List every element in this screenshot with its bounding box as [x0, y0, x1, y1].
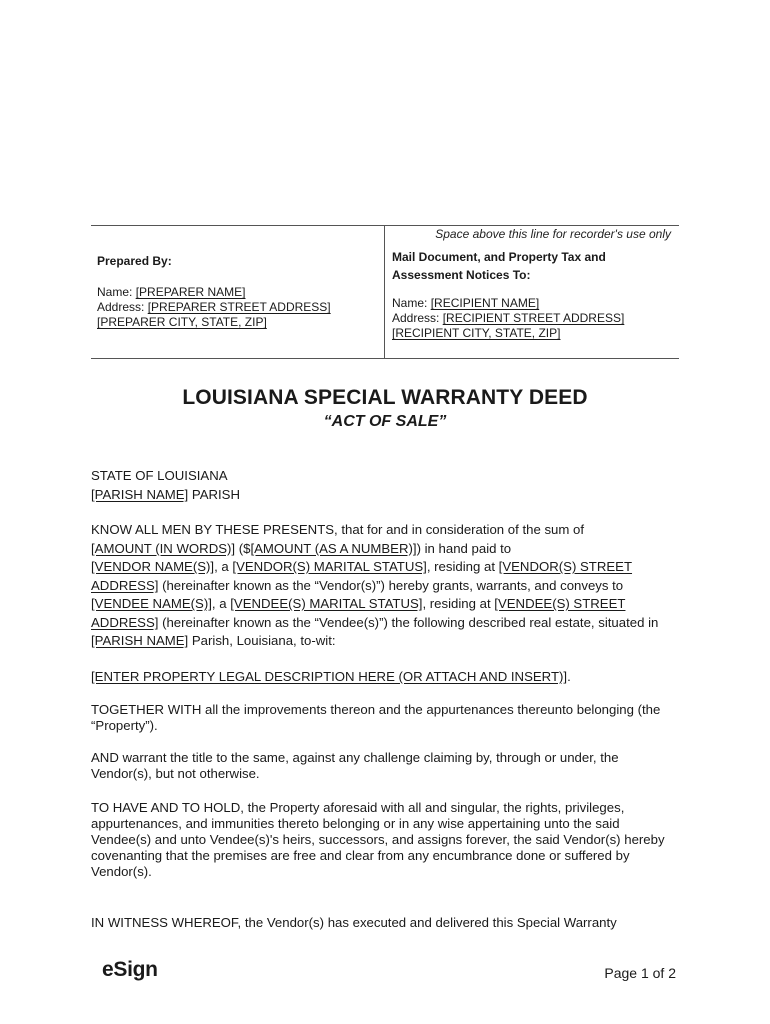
recipient-name-line: Name: [RECIPIENT NAME]	[392, 296, 540, 310]
amount-number-field[interactable]: [AMOUNT (AS A NUMBER)]	[250, 540, 417, 556]
prepared-by-label: Prepared By:	[97, 254, 172, 268]
recorder-header-table	[91, 225, 679, 359]
recipient-address-field[interactable]: [RECIPIENT STREET ADDRESS]	[442, 311, 625, 325]
vendor-marital-status-field[interactable]: [VENDOR(S) MARITAL STATUS]	[232, 559, 427, 574]
state-parish-block	[91, 467, 681, 504]
vendee-address-field[interactable]: [VENDEE(S) STREET ADDRESS]	[91, 596, 626, 630]
preparer-city-field[interactable]: [PREPARER CITY, STATE, ZIP]	[97, 315, 267, 329]
recipient-name-field[interactable]: [RECIPIENT NAME]	[430, 296, 540, 310]
prepared-by-block	[97, 254, 331, 330]
document-title: LOUISIANA SPECIAL WARRANTY DEED	[182, 386, 588, 409]
vendor-address-field[interactable]: [VENDOR(S) STREET ADDRESS]	[91, 559, 633, 593]
preparer-address-line: Address: [PREPARER STREET ADDRESS]	[97, 300, 331, 314]
habendum-paragraph: TO HAVE AND TO HOLD, the Property aforesaid with all and singular, the rights, privileges, appurtenances, and immunities thereto belonging or in any wise appertaining unto the said Vendee(s) and unto Vendee(s)'s heirs, successors, and assigns forever, the said Vendor(s) hereby covenanting that the premises are free and clear from any encumbrance done or suffered by Vendor(s).	[91, 800, 665, 879]
esign-logo: eSign	[102, 958, 158, 981]
page-number: Page 1 of 2	[604, 965, 676, 981]
legal-description-block: [ENTER PROPERTY LEGAL DESCRIPTION HERE (OR ATTACH AND INSERT)].	[91, 669, 571, 684]
mail-to-label: Mail Document, and Property Tax and Assessment Notices To:	[392, 250, 606, 282]
recipient-city-line	[392, 326, 672, 341]
preparer-name-field[interactable]: [PREPARER NAME]	[135, 285, 246, 299]
state-line: STATE OF LOUISIANA	[91, 468, 228, 483]
recipient-city-field[interactable]: [RECIPIENT CITY, STATE, ZIP]	[392, 326, 561, 340]
amount-words-field[interactable]: [AMOUNT (IN WORDS)]	[91, 540, 236, 556]
conveyance-paragraph: KNOW ALL MEN BY THESE PRESENTS, that for and in consideration of the sum of [AMOUNT (IN WORDS)] ($[AMOUNT (AS A NUMBER)]) in hand paid to [VENDOR NAME(S)], a [VENDOR(S) MARITAL STATUS], residing at [VENDOR(S) STREET ADDRESS] (hereinafter known as the “Vendor(s)”) hereby grants, warrants, and conveys to [VENDEE NAME(S)], a [VENDEE(S) MARITAL STATUS], residing at [VENDEE(S) STREET ADDRESS] (hereinafter known as the “Vendee(s)”) the following described real estate, situated in [PARISH NAME] Parish, Louisiana, to-wit:	[91, 522, 659, 648]
vendee-marital-status-field[interactable]: [VENDEE(S) MARITAL STATUS]	[230, 596, 423, 611]
recipient-address-line: Address: [RECIPIENT STREET ADDRESS]	[392, 311, 625, 325]
recorder-note: Space above this line for recorder's use only	[435, 227, 671, 241]
preparer-city-line	[97, 315, 331, 330]
witness-paragraph: IN WITNESS WHEREOF, the Vendor(s) has executed and delivered this Special Warranty	[91, 915, 617, 930]
column-divider	[384, 226, 385, 358]
warrant-paragraph: AND warrant the title to the same, against any challenge claiming by, through or under, the Vendor(s), but not otherwise.	[91, 750, 619, 781]
vendee-name-field[interactable]: [VENDEE NAME(S)]	[91, 596, 212, 611]
legal-description-field[interactable]: [ENTER PROPERTY LEGAL DESCRIPTION HERE (OR ATTACH AND INSERT)]	[91, 669, 568, 684]
preparer-address-field[interactable]: [PREPARER STREET ADDRESS]	[147, 300, 331, 314]
together-paragraph: TOGETHER WITH all the improvements thereon and the appurtenances thereunto belonging (the “Property”).	[91, 702, 661, 733]
parish-line: [PARISH NAME] PARISH	[91, 486, 241, 502]
vendor-name-field[interactable]: [VENDOR NAME(S)]	[91, 559, 215, 574]
parish-name-field[interactable]: [PARISH NAME]	[91, 486, 189, 502]
mail-to-block	[392, 248, 672, 341]
document-subtitle: “ACT OF SALE”	[323, 413, 447, 430]
parish-name-field-2[interactable]: [PARISH NAME]	[91, 633, 189, 648]
preparer-name-line: Name: [PREPARER NAME]	[97, 285, 246, 299]
